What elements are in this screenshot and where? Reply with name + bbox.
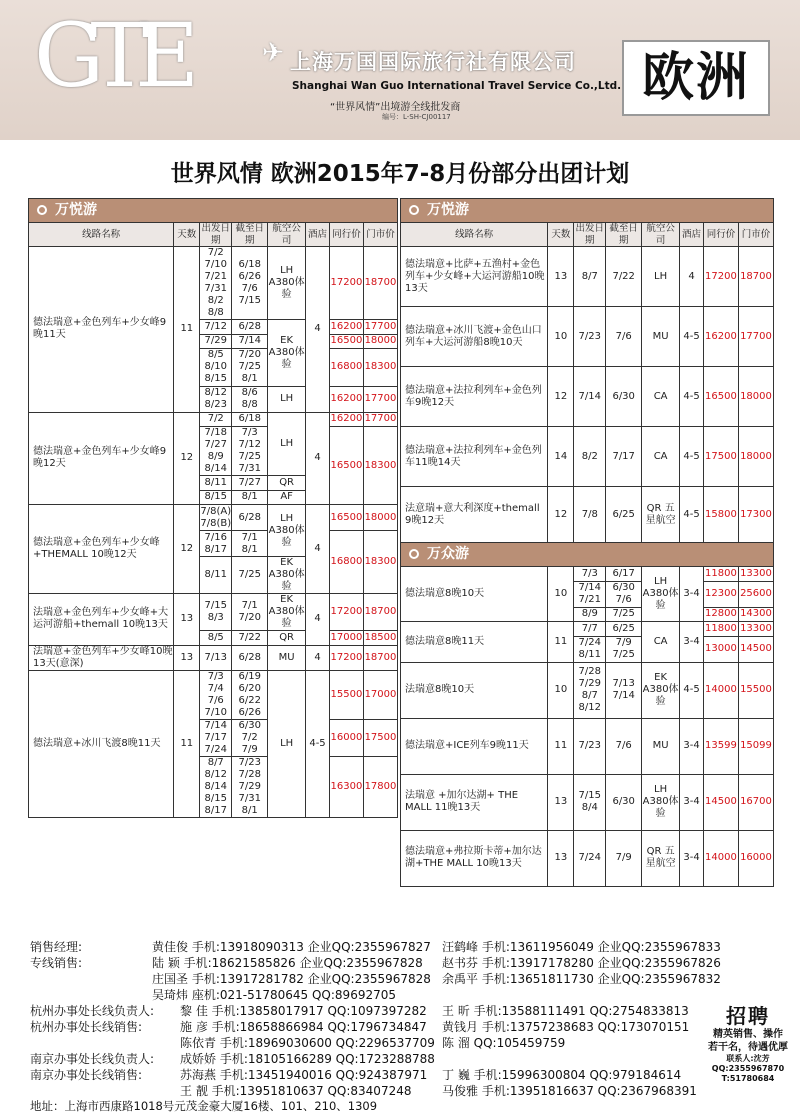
table-row xyxy=(29,670,398,719)
days: 14 xyxy=(548,427,574,487)
route-name: 德法瑞意+金色列车+少女峰+THEMALL 10晚12天 xyxy=(29,505,174,594)
retail-price: 18000 xyxy=(363,334,397,349)
table-row xyxy=(401,774,774,830)
left-panel xyxy=(28,198,398,818)
gte-logo: GTE xyxy=(34,4,186,107)
peer-price: 11800 xyxy=(703,567,738,582)
hotel-star: 4 xyxy=(306,412,330,505)
depart-date: 8/5 xyxy=(200,631,232,646)
airline: MU xyxy=(268,645,306,670)
days: 11 xyxy=(548,622,574,663)
retail-price: 17300 xyxy=(738,487,773,543)
depart-date: 8/5 8/10 8/15 xyxy=(200,349,232,387)
depart-date: 7/8 xyxy=(574,487,606,543)
retail-price: 13300 xyxy=(738,622,773,637)
hotel-star: 4 xyxy=(306,594,330,646)
table-row xyxy=(401,487,774,543)
region-badge xyxy=(622,40,770,116)
retail-price: 18500 xyxy=(363,631,397,646)
cutoff-date: 8/1 xyxy=(232,490,268,505)
route-name: 德法瑞意+ICE列车9晚11天 xyxy=(401,718,548,774)
airline: LH A380体验 xyxy=(268,247,306,320)
depart-date: 8/11 xyxy=(200,557,232,594)
route-name: 法瑞意8晚10天 xyxy=(401,662,548,718)
depart-date: 8/9 xyxy=(574,607,606,622)
hotel-star: 3-4 xyxy=(680,567,704,622)
route-name: 德法瑞意+金色列车+少女峰9晚11天 xyxy=(29,247,174,413)
hotel-star: 4-5 xyxy=(680,662,704,718)
cutoff-date: 7/27 xyxy=(232,476,268,491)
days: 11 xyxy=(548,718,574,774)
retail-price: 18700 xyxy=(738,247,773,307)
hotel-star: 4 xyxy=(306,505,330,594)
retail-price: 18000 xyxy=(738,427,773,487)
peer-price: 16000 xyxy=(329,719,363,757)
depart-date: 7/24 xyxy=(574,830,606,886)
peer-price: 16200 xyxy=(329,320,363,335)
hz-head-label: 杭州办事处长线负责人: xyxy=(30,1004,155,1018)
hotel-star: 4-5 xyxy=(306,670,330,818)
table-row xyxy=(29,505,398,531)
days: 13 xyxy=(548,830,574,886)
col-header-days: 天数 xyxy=(548,223,574,247)
airline: LH A380体验 xyxy=(642,567,680,622)
depart-date: 8/7 8/12 8/14 8/15 8/17 xyxy=(200,757,232,818)
section-header-wanzhong xyxy=(401,543,774,567)
peer-price: 17200 xyxy=(329,594,363,631)
company-name-en: Shanghai Wan Guo International Travel Service Co.,Ltd. xyxy=(292,80,622,92)
peer-price: 16200 xyxy=(703,307,738,367)
route-name: 德法瑞意+比萨+五渔村+金色列车+少女峰+大运河游船10晚13天 xyxy=(401,247,548,307)
airline: LH xyxy=(268,386,306,412)
days: 13 xyxy=(548,774,574,830)
license-code: 编号：L-SH-CJ00117 xyxy=(382,113,451,121)
depart-date: 7/24 8/11 xyxy=(574,636,606,662)
contact-entry: 庄国圣 手机:13917281782 企业QQ:2355967828 xyxy=(152,972,431,986)
peer-price: 13000 xyxy=(703,636,738,662)
cutoff-date: 7/1 8/1 xyxy=(232,531,268,557)
cutoff-date: 6/28 xyxy=(232,505,268,531)
cutoff-date: 7/1 7/20 xyxy=(232,594,268,631)
peer-price: 16300 xyxy=(329,757,363,818)
contact-entry: 陈 溜 QQ:105459759 xyxy=(442,1036,566,1050)
days: 10 xyxy=(548,662,574,718)
contact-entry: 汪鹤峰 手机:13611956049 企业QQ:2355967833 xyxy=(442,940,721,954)
retail-price: 17700 xyxy=(363,320,397,335)
airline: QR xyxy=(268,631,306,646)
depart-date: 7/3 xyxy=(574,567,606,582)
col-header-cutoff: 截至日期 xyxy=(606,223,642,247)
depart-date: 8/11 xyxy=(200,476,232,491)
retail-price: 16700 xyxy=(738,774,773,830)
retail-price: 17700 xyxy=(738,307,773,367)
depart-date: 7/14 xyxy=(574,367,606,427)
airline: EK A380体验 xyxy=(268,557,305,592)
table-row xyxy=(29,645,398,670)
peer-price: 16500 xyxy=(703,367,738,427)
hotel-star: 4-5 xyxy=(680,427,704,487)
depart-date: 7/3 7/4 7/6 7/10 xyxy=(200,670,232,719)
cutoff-date: 7/22 xyxy=(232,631,268,646)
peer-price: 16500 xyxy=(329,334,363,349)
retail-price: 13300 xyxy=(738,567,773,582)
depart-date: 7/14 7/21 xyxy=(574,581,606,607)
hotel-star: 3-4 xyxy=(680,622,704,663)
hotel-star: 3-4 xyxy=(680,830,704,886)
hotel-star: 3-4 xyxy=(680,774,704,830)
route-name: 德法瑞意8晚11天 xyxy=(401,622,548,663)
retail-price: 15099 xyxy=(738,718,773,774)
cutoff-date: 6/28 xyxy=(232,645,268,670)
depart-date: 7/12 xyxy=(200,320,232,335)
airline: EK A380体验 xyxy=(268,320,306,387)
depart-date: 7/8(A) 7/8(B) xyxy=(200,505,232,529)
recruit-contact: T:51780684 xyxy=(721,1074,775,1083)
peer-price: 17200 xyxy=(329,645,363,670)
route-name: 德法瑞意+金色列车+少女峰9晚12天 xyxy=(29,412,174,505)
contact-entry: 黄钱月 手机:13757238683 QQ:173070151 xyxy=(442,1020,690,1034)
recruit-contact: 联系人:沈芳 xyxy=(726,1054,770,1063)
col-header-days: 天数 xyxy=(174,223,200,247)
route-name: 德法瑞意+冰川飞渡+金色山口列车+大运河游船8晚10天 xyxy=(401,307,548,367)
table-row xyxy=(401,662,774,718)
cutoff-date: 6/18 xyxy=(232,412,268,427)
cutoff-date: 6/28 xyxy=(232,320,268,335)
peer-price: 15500 xyxy=(329,670,363,719)
depart-date: 7/29 xyxy=(200,334,232,349)
recruit-contact: QQ:2355967870 xyxy=(711,1064,785,1073)
section-title: 万悦游 xyxy=(55,202,97,219)
contact-entry: 成娇娇 手机:18105166289 QQ:1723288788 xyxy=(180,1052,435,1066)
depart-date: 8/2 xyxy=(574,427,606,487)
contact-entry: 黎 佳 手机:13858017917 QQ:1097397282 xyxy=(180,1004,427,1018)
depart-date: 7/13 xyxy=(200,645,232,670)
cutoff-date: 7/9 xyxy=(606,830,642,886)
retail-price: 18300 xyxy=(363,427,397,505)
route-name: 法意瑞+意大利深度+themall 9晚12天 xyxy=(401,487,548,543)
days: 12 xyxy=(548,487,574,543)
cutoff-date: 7/6 xyxy=(606,307,642,367)
days: 13 xyxy=(548,247,574,307)
left-tour-table xyxy=(28,198,398,818)
airline: QR xyxy=(268,476,306,491)
section-header-wanyue-right xyxy=(401,199,774,223)
retail-price: 18700 xyxy=(363,247,397,320)
section-title: 万众游 xyxy=(427,546,469,563)
days: 11 xyxy=(174,670,200,818)
section-header-wanyue xyxy=(29,199,398,223)
col-header-airline: 航空公司 xyxy=(642,223,680,247)
contact-entry: 赵书芬 手机:13917178280 企业QQ:2355967826 xyxy=(442,956,721,970)
retail-price: 17000 xyxy=(363,670,397,719)
peer-price: 12800 xyxy=(703,607,738,622)
cutoff-date: 6/25 xyxy=(606,487,642,543)
cutoff-date: 6/30 xyxy=(606,367,642,427)
address: 地址：上海市西康路1018号元茂金豪大厦16楼、101、210、1309 xyxy=(30,1099,378,1113)
table-row xyxy=(401,830,774,886)
cutoff-date: 6/30 7/2 7/9 xyxy=(232,719,268,757)
days: 10 xyxy=(548,307,574,367)
depart-date: 8/15 xyxy=(200,490,232,505)
table-row xyxy=(401,718,774,774)
right-panel xyxy=(400,198,774,887)
contact-entry: 施 彦 手机:18658866984 QQ:1796734847 xyxy=(180,1020,427,1034)
bullet-circle-icon xyxy=(409,205,419,215)
route-name: 德法瑞意8晚10天 xyxy=(401,567,548,622)
table-row xyxy=(401,622,774,637)
cutoff-date: 7/3 7/12 7/25 7/31 xyxy=(232,427,268,476)
table-row xyxy=(29,594,398,631)
depart-date: 7/2 xyxy=(200,412,232,427)
route-name: 德法瑞意+冰川飞渡8晚11天 xyxy=(29,670,174,818)
hotel-star: 4-5 xyxy=(680,307,704,367)
peer-price: 16800 xyxy=(329,349,363,387)
days: 10 xyxy=(548,567,574,622)
peer-price: 14000 xyxy=(703,830,738,886)
col-header-route: 线路名称 xyxy=(29,223,174,247)
region-label: 欧洲 xyxy=(641,48,750,108)
route-name: 法瑞意+金色列车+少女峰10晚13天(意深) xyxy=(29,645,174,670)
cutoff-date: 7/22 xyxy=(606,247,642,307)
col-header-depart: 出发日期 xyxy=(201,223,231,246)
cutoff-date: 6/30 xyxy=(606,774,642,830)
contact-entry: 余禹平 手机:13651811730 企业QQ:2355967832 xyxy=(442,972,721,986)
col-header-hotel: 酒店 xyxy=(680,223,704,247)
table-row xyxy=(29,412,398,427)
hz-sales-label: 杭州办事处长线销售: xyxy=(30,1020,143,1034)
depart-date: 7/16 8/17 xyxy=(200,531,232,557)
retail-price: 18300 xyxy=(363,531,397,594)
table-row xyxy=(401,567,774,582)
retail-price: 17800 xyxy=(363,757,397,818)
col-header-airline: 航空公司 xyxy=(268,223,306,247)
page-title: 世界风情 欧洲2015年7-8月份部分出团计划 xyxy=(170,161,630,187)
route-name: 法瑞意 +加尔达湖+ THE MALL 11晚13天 xyxy=(401,774,548,830)
nj-sales-label: 南京办事处长线销售: xyxy=(30,1068,143,1082)
depart-date: 7/14 7/17 7/24 xyxy=(200,719,232,757)
col-header-depart: 出发日期 xyxy=(575,223,605,246)
contact-entry: 吴琦炜 座机:021-51780645 QQ:89692705 xyxy=(152,988,396,1002)
airplane-icon: ✈ xyxy=(262,38,284,68)
bullet-circle-icon xyxy=(409,549,419,559)
peer-price: 16500 xyxy=(329,505,363,531)
cutoff-date: 7/25 xyxy=(606,607,642,622)
hotel-star: 3-4 xyxy=(680,718,704,774)
hotel-star: 4 xyxy=(306,645,330,670)
col-header-peer: 同行价 xyxy=(703,223,738,247)
peer-price: 14000 xyxy=(703,662,738,718)
depart-date: 7/28 7/29 8/7 8/12 xyxy=(574,662,606,718)
depart-date: 7/23 xyxy=(574,307,606,367)
airline: AF xyxy=(268,490,306,505)
airline: CA xyxy=(642,622,680,663)
nj-head-label: 南京办事处长线负责人: xyxy=(30,1052,155,1066)
retail-price: 18000 xyxy=(738,367,773,427)
contact-entry: 陈依青 手机:18969030600 QQ:2296537709 xyxy=(180,1036,435,1050)
contact-entry: 丁 巍 手机:15996300804 QQ:979184614 xyxy=(442,1068,682,1082)
table-row xyxy=(401,367,774,427)
airline: MU xyxy=(642,307,680,367)
recruit-title: 招聘 xyxy=(726,1004,770,1028)
cutoff-date: 7/13 7/14 xyxy=(606,662,642,718)
peer-price: 17000 xyxy=(329,631,363,646)
cutoff-date: 7/25 xyxy=(232,557,268,594)
cutoff-date: 7/17 xyxy=(606,427,642,487)
hotel-star: 4-5 xyxy=(680,367,704,427)
cutoff-date: 7/9 7/25 xyxy=(606,636,642,662)
cutoff-date: 7/14 xyxy=(232,334,268,349)
bullet-circle-icon xyxy=(37,205,47,215)
contact-entry: 陆 颖 手机:18621585826 企业QQ:2355967828 xyxy=(152,956,423,970)
cutoff-date: 6/25 xyxy=(606,622,642,637)
cutoff-date: 6/17 xyxy=(606,567,642,582)
airline: CA xyxy=(642,427,680,487)
hotel-star: 4 xyxy=(306,247,330,413)
table-row xyxy=(29,247,398,320)
airline: MU xyxy=(642,718,680,774)
airline: LH A380体验 xyxy=(642,774,680,830)
route-name: 法瑞意+金色列车+少女峰+大运河游船+themall 10晚13天 xyxy=(29,594,174,646)
peer-price: 17500 xyxy=(703,427,738,487)
col-header-retail: 门市价 xyxy=(363,223,397,247)
recruit-line: 若干名，待遇优厚 xyxy=(708,1041,788,1053)
recruit-line: 精英销售、操作 xyxy=(713,1029,783,1040)
depart-date: 7/2 7/10 7/21 7/31 8/2 8/8 xyxy=(200,247,232,320)
peer-price: 17200 xyxy=(329,247,363,320)
table-row xyxy=(401,427,774,487)
cutoff-date: 7/23 7/28 7/29 7/31 8/1 xyxy=(232,757,268,818)
retail-price: 18300 xyxy=(363,349,397,387)
contact-entry: 马俊雅 手机:13951816637 QQ:2367968391 xyxy=(442,1084,697,1098)
table-row xyxy=(401,247,774,307)
company-slogan: “世界风情”出境游全线批发商 xyxy=(330,102,461,113)
depart-date: 7/15 8/4 xyxy=(574,774,606,830)
peer-price: 14500 xyxy=(703,774,738,830)
col-header-retail: 门市价 xyxy=(738,223,773,247)
retail-price: 17500 xyxy=(363,719,397,757)
peer-price: 13599 xyxy=(703,718,738,774)
depart-date: 7/7 xyxy=(574,622,606,637)
airline: EK A380体验 xyxy=(268,594,305,629)
peer-price: 12300 xyxy=(703,581,738,607)
airline: LH xyxy=(268,670,306,818)
cutoff-date: 7/6 xyxy=(606,718,642,774)
retail-price: 16000 xyxy=(738,830,773,886)
retail-price: 14300 xyxy=(738,607,773,622)
col-header-route: 线路名称 xyxy=(401,223,548,247)
days: 11 xyxy=(174,247,200,413)
contact-entry: 王 靓 手机:13951810637 QQ:83407248 xyxy=(180,1084,412,1098)
depart-date: 7/18 7/27 8/9 8/14 xyxy=(200,427,232,476)
days: 12 xyxy=(174,412,200,505)
peer-price: 15800 xyxy=(703,487,738,543)
right-tour-table xyxy=(400,198,774,887)
peer-price: 16200 xyxy=(329,386,363,412)
retail-price: 14500 xyxy=(738,636,773,662)
retail-price: 25600 xyxy=(738,581,773,607)
retail-price: 17700 xyxy=(363,386,397,412)
days: 12 xyxy=(174,505,200,594)
manager-label: 销售经理: xyxy=(30,940,83,954)
company-name-cn: 上海万国国际旅行社有限公司 xyxy=(290,50,576,74)
section-title: 万悦游 xyxy=(427,202,469,219)
retail-price: 18700 xyxy=(363,594,397,631)
cutoff-date: 6/30 7/6 xyxy=(606,581,642,607)
peer-price: 11800 xyxy=(703,622,738,637)
contact-entry: 王 昕 手机:13588111491 QQ:2754833813 xyxy=(442,1004,689,1018)
airline: EK A380体验 xyxy=(642,662,680,718)
depart-date: 8/7 xyxy=(574,247,606,307)
col-header-hotel: 酒店 xyxy=(306,223,330,247)
retail-price: 17700 xyxy=(363,412,397,427)
airline: QR 五星航空 xyxy=(642,487,680,543)
cutoff-date: 8/6 8/8 xyxy=(232,386,268,412)
airline: LH xyxy=(642,247,680,307)
airline: QR 五星航空 xyxy=(642,830,680,886)
cutoff-date: 6/18 6/26 7/6 7/15 xyxy=(232,247,268,320)
table-row xyxy=(401,307,774,367)
peer-price: 16800 xyxy=(329,531,363,594)
contact-entry: 黄佳俊 手机:13918090313 企业QQ:2355967827 xyxy=(152,940,431,954)
peer-price: 17200 xyxy=(703,247,738,307)
depart-date: 7/15 8/3 xyxy=(200,594,232,631)
retail-price: 15500 xyxy=(738,662,773,718)
retail-price: 18700 xyxy=(363,645,397,670)
header-banner xyxy=(0,0,800,140)
hotel-star: 4-5 xyxy=(680,487,704,543)
days: 12 xyxy=(548,367,574,427)
contact-entry: 苏海燕 手机:13451940016 QQ:924387971 xyxy=(180,1068,428,1082)
recruit-box xyxy=(700,1000,796,1084)
cutoff-date: 6/19 6/20 6/22 6/26 xyxy=(232,670,268,719)
route-name: 德法瑞意+法拉利列车+金色列车9晚12天 xyxy=(401,367,548,427)
days: 13 xyxy=(174,645,200,670)
route-name: 德法瑞意+法拉利列车+金色列车11晚14天 xyxy=(401,427,548,487)
col-header-peer: 同行价 xyxy=(329,223,363,247)
peer-price: 16500 xyxy=(329,427,363,505)
col-header-cutoff: 截至日期 xyxy=(232,223,268,247)
depart-date: 8/12 8/23 xyxy=(200,386,232,412)
route-name: 德法瑞意+弗拉斯卡蒂+加尔达湖+THE MALL 10晚13天 xyxy=(401,830,548,886)
days: 13 xyxy=(174,594,200,646)
airline: LH A380体验 xyxy=(268,505,306,557)
depart-date: 7/23 xyxy=(574,718,606,774)
retail-price: 18000 xyxy=(363,505,397,531)
line-sales-label: 专线销售: xyxy=(30,956,83,970)
airline: CA xyxy=(642,367,680,427)
airline: LH xyxy=(268,412,306,476)
cutoff-date: 7/20 7/25 8/1 xyxy=(232,349,268,387)
peer-price: 16200 xyxy=(329,412,363,427)
hotel-star: 4 xyxy=(680,247,704,307)
